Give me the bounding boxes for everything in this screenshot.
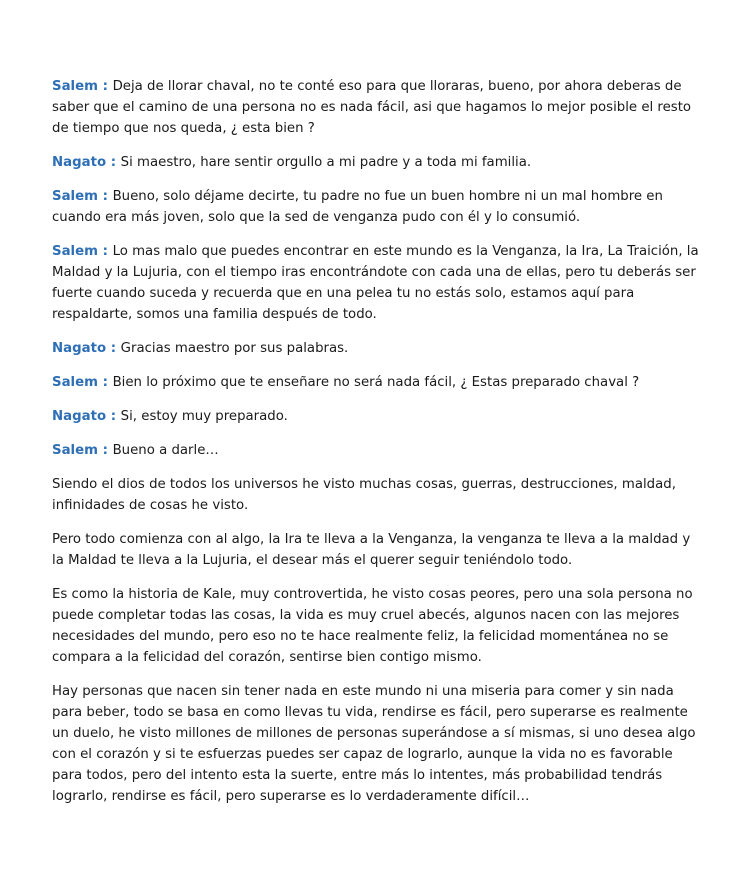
dialogue-text: Deja de llorar chaval, no te conté eso para que lloraras, bueno, por ahora deberas de saber que el camino de una persona no es nada fácil, asi que hagamos lo mejor posible el resto de tiempo que nos queda, ¿ esta bien ?: [52, 79, 692, 136]
speaker-separator: :: [106, 409, 121, 424]
dialogue-text: Si maestro, hare sentir orgullo a mi padre y a toda mi familia.: [120, 155, 532, 170]
speaker-name: Nagato: [52, 409, 107, 424]
speaker-name: Salem: [52, 189, 98, 204]
speaker-name: Salem: [52, 375, 98, 390]
document-page: [52, 76, 702, 820]
dialogue-text: Gracias maestro por sus palabras.: [120, 341, 349, 356]
dialogue-text: Bien lo próximo que te enseñare no será nada fácil, ¿ Estas preparado chaval ?: [112, 375, 640, 390]
speaker-name: Salem: [52, 443, 98, 458]
speaker-name: Salem: [52, 79, 98, 94]
speaker-separator: :: [97, 375, 113, 390]
dialogue-text: Bueno a darle…: [112, 443, 219, 458]
dialogue-text: Si, estoy muy preparado.: [120, 409, 288, 424]
narration-paragraph: Es como la historia de Kale, muy controvertida, he visto cosas peores, pero una sola persona no puede completar todas las cosas, la vida es muy cruel abecés, algunos nacen con las mejores necesidades del mundo, pero eso no te hace realmente feliz, la felicidad momentánea no se compara a la felicidad del corazón, sentirse bien contigo mismo.: [52, 587, 693, 665]
dialogue-line: [52, 152, 702, 173]
narration-paragraph: Pero todo comienza con al algo, la Ira te lleva a la Venganza, la venganza te lleva a la maldad y la Maldad te lleva a la Lujuria, el desear más el querer seguir teniéndolo todo.: [52, 532, 691, 568]
speaker-separator: :: [97, 443, 113, 458]
dialogue-line: [52, 76, 702, 139]
speaker-name: Salem: [52, 244, 98, 259]
speaker-separator: :: [106, 155, 121, 170]
dialogue-line: [52, 440, 702, 461]
speaker-separator: :: [97, 189, 113, 204]
speaker-separator: :: [97, 79, 113, 94]
speaker-name: Nagato: [52, 341, 107, 356]
speaker-name: Nagato: [52, 155, 107, 170]
dialogue-line: [52, 406, 702, 427]
dialogue-text: Lo mas malo que puedes encontrar en este mundo es la Venganza, la Ira, La Traición, la Maldad y la Lujuria, con el tiempo iras encontrándote con cada una de ellas, pero tu deberás ser fuerte cuando suceda y recuerda que en una pelea tu no estás solo, estamos aquí para respaldarte, somos una familia después de todo.: [52, 244, 699, 322]
narration-paragraph: Hay personas que nacen sin tener nada en este mundo ni una miseria para comer y sin nada para beber, todo se basa en como llevas tu vida, rendirse es fácil, pero superarse es realmente un duelo, he visto millones de millones de personas superándose a sí mismas, si uno desea algo con el corazón y si te esfuerzas puedes ser capaz de lograrlo, aunque la vida no es favorable para todos, pero del intento esta la suerte, entre más lo intentes, más probabilidad tendrás lograrlo, rendirse es fácil, pero superarse es lo verdaderamente difícil…: [52, 684, 696, 804]
dialogue-line: [52, 241, 702, 325]
dialogue-line: [52, 186, 702, 228]
dialogue-text: Bueno, solo déjame decirte, tu padre no fue un buen hombre ni un mal hombre en cuando era más joven, solo que la sed de venganza pudo con él y lo consumió.: [52, 189, 663, 225]
narration-paragraph: Siendo el dios de todos los universos he visto muchas cosas, guerras, destrucciones, maldad, infinidades de cosas he visto.: [52, 477, 676, 513]
dialogue-line: [52, 338, 702, 359]
speaker-separator: :: [97, 244, 113, 259]
dialogue-line: [52, 372, 702, 393]
speaker-separator: :: [106, 341, 121, 356]
